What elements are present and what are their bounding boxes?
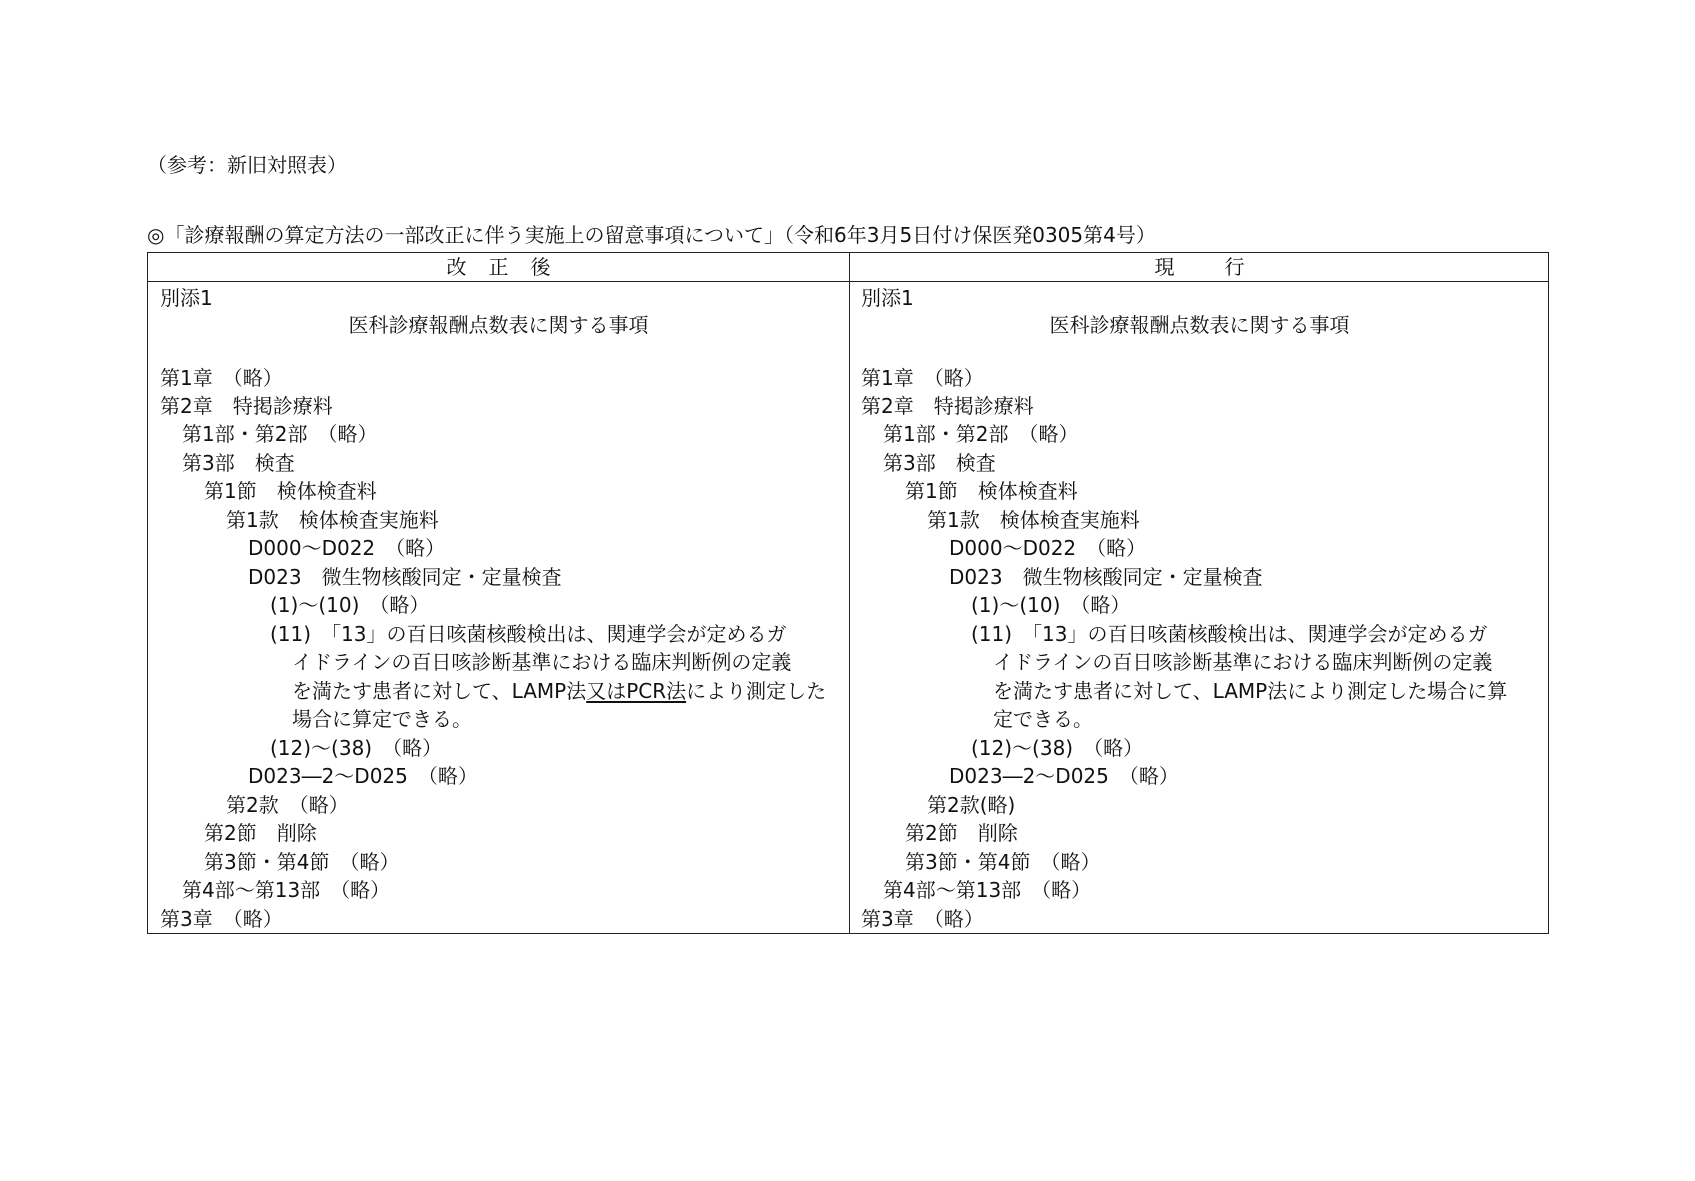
attachment-label: 別添1	[160, 286, 213, 310]
part-1-2: 第1部・第2部 （略）	[182, 422, 378, 446]
paragraph-12-38: (12)～(38) （略）	[971, 736, 1144, 760]
code-d023-2: D023―2～D025 （略）	[248, 764, 478, 788]
paragraph-11-line-4: 場合に算定できる。	[292, 707, 472, 731]
paragraph-12-38: (12)～(38) （略）	[270, 736, 443, 760]
paragraph-11-line-3-pre: を満たす患者に対して、LAMP法	[292, 679, 587, 703]
code-d023: D023 微生物核酸同定・定量検査	[248, 565, 562, 589]
paragraph-11-line-1: (11) 「13」の百日咳菌核酸検出は、関連学会が定めるガ	[971, 622, 1488, 646]
section-subtitle: 医科診療報酬点数表に関する事項	[1049, 313, 1350, 337]
code-d023-2: D023―2～D025 （略）	[949, 764, 1179, 788]
paragraph-11-line-2: イドラインの百日咳診断基準における臨床判断例の定義	[993, 650, 1493, 674]
current-column	[849, 282, 1550, 932]
item-1: 第1款 検体検査実施料	[226, 508, 439, 532]
section-subtitle: 医科診療報酬点数表に関する事項	[348, 313, 649, 337]
chapter-3: 第3章 （略）	[160, 907, 283, 931]
paragraph-1-10: (1)～(10) （略）	[971, 593, 1131, 617]
chapter-1: 第1章 （略）	[861, 366, 984, 390]
document-title: ◎「診療報酬の算定方法の一部改正に伴う実施上の留意事項について」（令和6年3月5日付け保医発0305第4号）	[147, 223, 1156, 247]
code-d000: D000～D022 （略）	[248, 536, 446, 560]
header-revised: 改正後	[446, 255, 573, 279]
part-3: 第3部 検査	[883, 451, 996, 475]
section-2: 第2節 削除	[204, 821, 317, 845]
reference-note: （参考：新旧対照表）	[147, 153, 347, 177]
paragraph-11-line-1: (11) 「13」の百日咳菌核酸検出は、関連学会が定めるガ	[270, 622, 787, 646]
item-2: 第2款(略)	[927, 793, 1016, 817]
paragraph-1-10: (1)～(10) （略）	[270, 593, 430, 617]
paragraph-11-line-3-post: により測定した	[686, 679, 827, 703]
item-2: 第2款 （略）	[226, 793, 349, 817]
part-3: 第3部 検査	[182, 451, 295, 475]
section-3-4: 第3節・第4節 （略）	[204, 850, 400, 874]
section-1: 第1節 検体検査料	[204, 479, 377, 503]
paragraph-11-line-4: 定できる。	[993, 707, 1093, 731]
chapter-2: 第2章 特掲診療料	[160, 394, 333, 418]
code-d023: D023 微生物核酸同定・定量検査	[949, 565, 1263, 589]
paragraph-11-line-2: イドラインの百日咳診断基準における臨床判断例の定義	[292, 650, 792, 674]
paragraph-11-line-3	[292, 679, 826, 703]
chapter-2: 第2章 特掲診療料	[861, 394, 1034, 418]
chapter-1: 第1章 （略）	[160, 366, 283, 390]
section-3-4: 第3節・第4節 （略）	[905, 850, 1101, 874]
comparison-table	[147, 252, 1549, 934]
part-1-2: 第1部・第2部 （略）	[883, 422, 1079, 446]
revised-underlined-text: 又はPCR法	[586, 679, 687, 703]
section-1: 第1節 検体検査料	[905, 479, 1078, 503]
attachment-label: 別添1	[861, 286, 914, 310]
section-2: 第2節 削除	[905, 821, 1018, 845]
header-current: 現行	[1154, 255, 1295, 279]
table-header-row	[148, 253, 1548, 282]
revised-column	[148, 282, 849, 932]
chapter-3: 第3章 （略）	[861, 907, 984, 931]
paragraph-11-line-3: を満たす患者に対して、LAMP法により測定した場合に算	[993, 679, 1508, 703]
part-4-13: 第4部～第13部 （略）	[182, 878, 391, 902]
part-4-13: 第4部～第13部 （略）	[883, 878, 1092, 902]
item-1: 第1款 検体検査実施料	[927, 508, 1140, 532]
code-d000: D000～D022 （略）	[949, 536, 1147, 560]
